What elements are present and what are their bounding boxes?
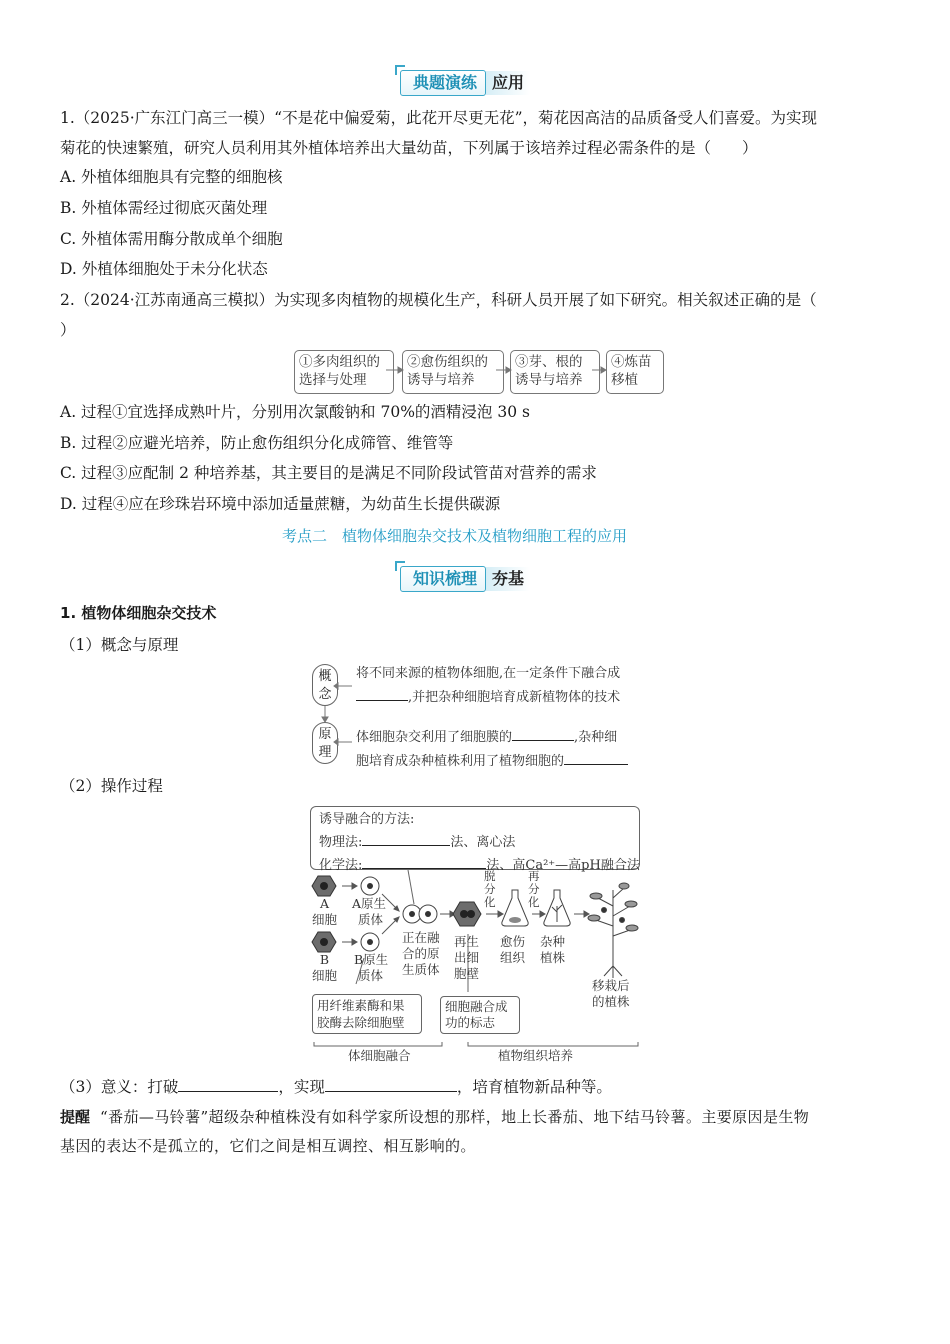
protoplast-a-icon xyxy=(361,877,379,895)
q1-option-a: A. 外植体细胞具有完整的细胞核 xyxy=(60,168,283,186)
banner-practice xyxy=(400,70,530,96)
callus-label-1: 愈伤 xyxy=(500,934,526,949)
fusing-label-1: 正在融 xyxy=(402,930,440,945)
flow-step-1-line1: ①多肉组织的 xyxy=(299,354,380,370)
dediff-label-1: 脱 xyxy=(484,869,496,883)
concept-text-2: ,并把杂种细胞培育成新植物体的技术 xyxy=(408,690,621,705)
callus-label-2: 组织 xyxy=(500,950,526,965)
cell-a-label xyxy=(312,896,337,928)
dediff-label-3: 化 xyxy=(484,895,496,909)
dediff-label-2: 分 xyxy=(484,882,496,896)
concept-text xyxy=(356,664,620,708)
k1-sub3-a: （3）意义：打破 xyxy=(60,1078,179,1096)
rediff-label-2: 分 xyxy=(528,882,540,896)
flow-step-1-line2: 选择与处理 xyxy=(299,372,367,388)
concept-text-1: 将不同来源的植物体细胞,在一定条件下融合成 xyxy=(356,666,621,681)
cell-b-label xyxy=(312,952,337,984)
regen-label xyxy=(454,934,479,982)
regen-label-2: 出细 xyxy=(454,950,480,965)
fusing-protoplast-icon xyxy=(403,905,437,923)
proto-b-label-1: B原生 xyxy=(354,952,389,967)
flow-step-4-line2: 移植 xyxy=(611,372,638,388)
proto-a-label-2: 质体 xyxy=(358,912,384,927)
proto-b-label xyxy=(354,952,388,984)
cell-a-label-1: A xyxy=(319,896,330,911)
tip-label: 提醒 xyxy=(60,1108,91,1126)
q2-option-b: B. 过程②应避光培养，防止愈伤组织分化成筛管、维管等 xyxy=(60,434,454,452)
note-fusion-box xyxy=(440,996,520,1034)
process-diagram xyxy=(308,806,644,1068)
transplant-label-1: 移栽后 xyxy=(592,978,630,993)
q2-option-a: A. 过程①宜选择成熟叶片，分别用次氯酸钠和 70%的酒精浸泡 30 s xyxy=(60,403,530,421)
tip-line1 xyxy=(60,1106,809,1128)
principle-text xyxy=(356,724,628,772)
fusion-method-title: 诱导融合的方法: xyxy=(319,812,415,827)
phys-tail: 法、离心法 xyxy=(450,835,516,850)
k1-sub3-blank-1 xyxy=(178,1075,278,1092)
k1-heading-num: 1 xyxy=(60,604,71,622)
regen-label-1: 再生 xyxy=(454,934,480,949)
principle-blank-2 xyxy=(564,748,628,765)
k1-sub3-b: ，实现 xyxy=(278,1078,325,1096)
section-title: 考点二 植物体细胞杂交技术及植物细胞工程的应用 xyxy=(282,527,628,545)
stage-fusion-label: 体细胞融合 xyxy=(348,1048,411,1063)
transplant-label-2: 的植株 xyxy=(592,994,630,1009)
q2-option-c: C. 过程③应配制 2 种培养基，其主要目的是满足不同阶段试管苗对营养的需求 xyxy=(60,464,597,482)
flow-step-2-line1: ②愈伤组织的 xyxy=(407,354,488,370)
banner-knowledge xyxy=(400,566,530,592)
note-enzyme-1: 用纤维素酶和果 xyxy=(317,998,405,1013)
hybrid-label-2: 植株 xyxy=(540,950,566,965)
k1-sub3 xyxy=(60,1075,612,1098)
q2-line1: 2.（2024·江苏南通高三模拟）为实现多肉植物的规模化生产，科研人员开展了如下研究。相关叙述正确的是（ xyxy=(60,291,817,309)
note-enzyme-2: 胶酶去除细胞壁 xyxy=(317,1015,405,1030)
note-fusion-2: 功的标志 xyxy=(445,1015,496,1030)
fusing-label-2: 合的原 xyxy=(402,946,440,961)
flow-arrows xyxy=(384,360,614,380)
q1-option-b: B. 外植体需经过彻底灭菌处理 xyxy=(60,199,268,217)
k1-sub2: （2）操作过程 xyxy=(60,777,163,795)
transplant-label xyxy=(592,978,630,1010)
flow-step-4-line1: ④炼苗 xyxy=(611,354,652,370)
rediff-label-1: 再 xyxy=(528,869,540,883)
callus-flask-icon xyxy=(502,890,528,926)
principle-text-1a: 体细胞杂交利用了细胞膜的 xyxy=(356,730,513,745)
stage-culture-label: 植物组织培养 xyxy=(498,1048,574,1063)
hybrid-cell-icon xyxy=(453,902,481,926)
flow-step-2-line2: 诱导与培养 xyxy=(407,372,475,388)
chem-label: 化学法: xyxy=(319,858,363,873)
regen-label-3: 胞壁 xyxy=(454,966,480,981)
concept-label-1: 概 xyxy=(318,669,332,684)
concept-diagram xyxy=(312,662,652,769)
cell-a-icon xyxy=(312,876,336,896)
proto-a-label xyxy=(352,896,386,928)
hybrid-label xyxy=(540,934,565,966)
fusing-label xyxy=(402,930,440,978)
q1-line2: 菊花的快速繁殖，研究人员利用其外植体培养出大量幼苗，下列属于该培养过程必需条件的是（ ） xyxy=(60,139,758,157)
hybrid-label-1: 杂种 xyxy=(540,934,566,949)
cell-b-label-1: B xyxy=(319,952,330,967)
fusing-label-3: 生质体 xyxy=(402,962,440,977)
banner-knowledge-tail: 夯基 xyxy=(486,567,530,591)
flow-step-4 xyxy=(606,350,664,394)
cell-b-label-2: 细胞 xyxy=(312,968,338,983)
tip-text-1: “番茄—马铃薯”超级杂种植株没有如科学家所设想的那样，地上长番茄、地下结马铃薯。主要原因是生物 xyxy=(100,1108,810,1126)
banner-practice-tail: 应用 xyxy=(486,71,530,95)
proto-a-label-1: A原生 xyxy=(352,896,387,911)
flow-step-3-line1: ③芽、根的 xyxy=(515,354,583,370)
phys-label: 物理法: xyxy=(319,835,363,850)
cell-b-icon xyxy=(312,932,336,952)
principle-label-2: 理 xyxy=(318,745,332,760)
note-enzyme-box xyxy=(312,994,422,1034)
principle-text-2: 胞培育成杂种植株利用了植物细胞的 xyxy=(356,754,565,769)
tomato-potato-plant-icon xyxy=(588,883,638,978)
k1-heading-text: . 植物体细胞杂交技术 xyxy=(70,604,217,622)
rediff-label xyxy=(528,870,540,909)
banner-practice-tag: 典题演练 xyxy=(400,70,486,96)
q2-option-d: D. 过程④应在珍珠岩环境中添加适量蔗糖，为幼苗生长提供碳源 xyxy=(60,495,501,513)
callus-label xyxy=(500,934,525,966)
tip-line2: 基因的表达不是孤立的，它们之间是相互调控、相互影响的。 xyxy=(60,1137,476,1155)
principle-text-1b: ,杂种细 xyxy=(574,730,618,745)
proto-b-label-2: 质体 xyxy=(358,968,384,983)
q1-option-d: D. 外植体细胞处于未分化状态 xyxy=(60,260,268,278)
note-fusion-1: 细胞融合成 xyxy=(445,999,508,1014)
flow-step-3-line2: 诱导与培养 xyxy=(515,372,583,388)
rediff-label-3: 化 xyxy=(528,895,540,909)
hybrid-plant-flask-icon xyxy=(544,890,570,926)
q2-line2: ） xyxy=(60,321,76,339)
cell-a-label-2: 细胞 xyxy=(312,912,338,927)
principle-blank-1 xyxy=(512,724,574,741)
protoplast-b-icon xyxy=(361,933,379,951)
q1-option-c: C. 外植体需用酶分散成单个细胞 xyxy=(60,230,283,248)
concept-connectors xyxy=(312,662,362,766)
k1-sub3-c: ，培育植物新品种等。 xyxy=(456,1078,612,1096)
principle-label-1: 原 xyxy=(318,727,332,742)
dediff-label xyxy=(484,870,496,909)
k1-heading xyxy=(60,602,216,624)
chem-tail: 法、高Ca²⁺—高pH融合法 xyxy=(486,858,640,873)
q1-line1: 1.（2025·广东江门高三一模）“不是花中偏爱菊，此花开尽更无花”，菊花因高洁的品质备受人们喜爱。为实现 xyxy=(60,109,818,127)
concept-label-2: 念 xyxy=(318,687,332,702)
flow-step-1 xyxy=(294,350,394,394)
k1-sub3-blank-2 xyxy=(325,1075,457,1092)
k1-sub1: （1）概念与原理 xyxy=(60,636,179,654)
banner-knowledge-tag: 知识梳理 xyxy=(400,566,486,592)
concept-blank xyxy=(356,684,408,701)
